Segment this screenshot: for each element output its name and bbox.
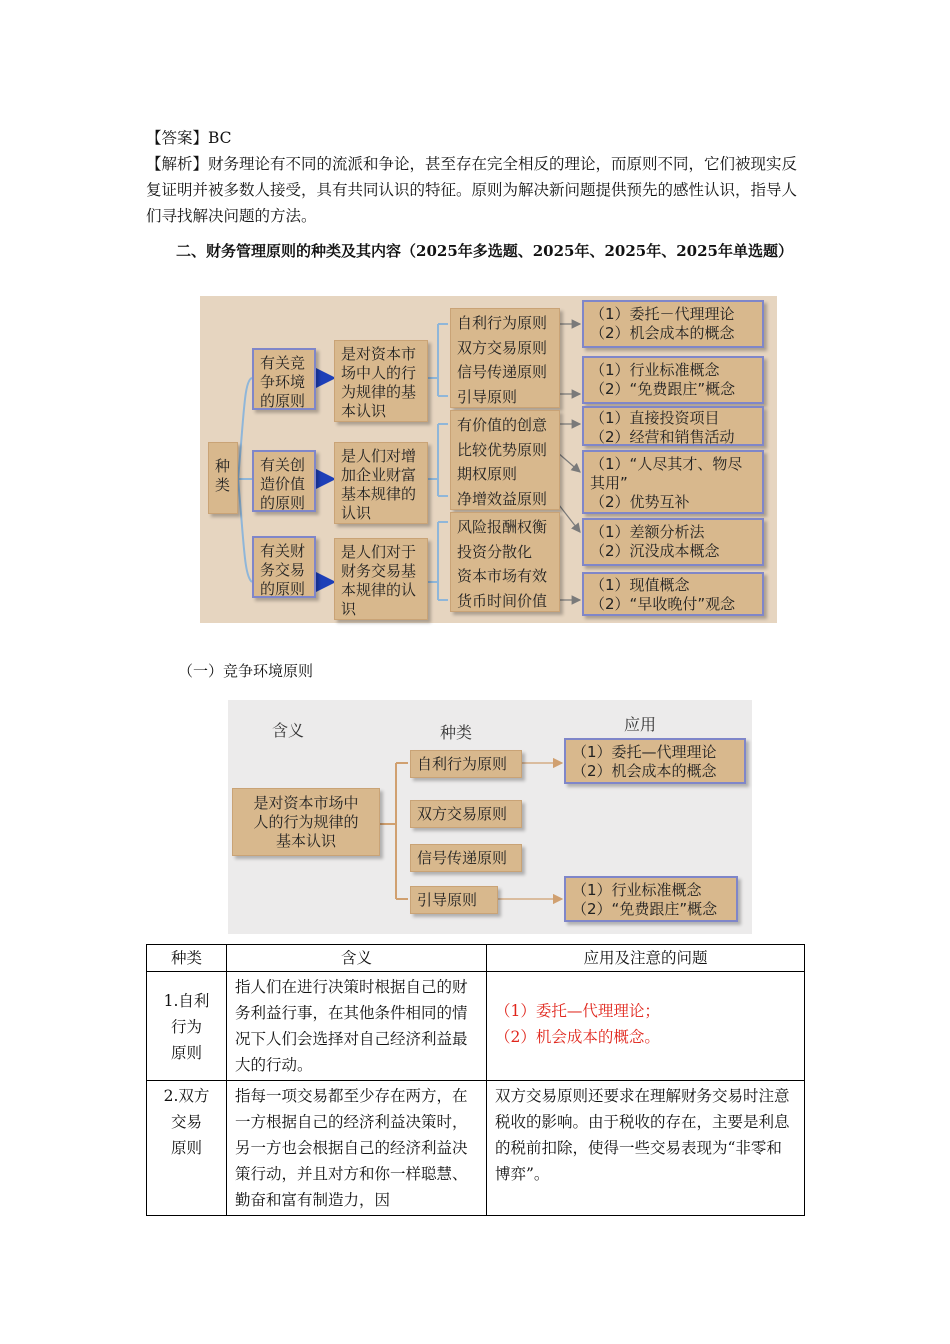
root-box [208, 442, 238, 514]
application-box [582, 572, 764, 616]
application-cell [487, 972, 805, 1081]
meaning-line: 认识 [341, 504, 372, 522]
principle-signaling [410, 844, 522, 872]
application-box [582, 518, 764, 566]
meaning-line: 加企业财富 [341, 466, 417, 484]
application-line: （1）直接投资项目 [590, 409, 720, 427]
kind-cell [147, 972, 227, 1081]
header-application: 应用 [624, 715, 657, 734]
meaning-value-creation [334, 442, 428, 524]
cat-line: 有关财 [260, 542, 306, 560]
cat-line: 争环境 [260, 373, 306, 391]
principle-item: 引导原则 [457, 387, 518, 406]
kind-line: 原则 [170, 1044, 202, 1062]
subsection-heading: （一）竞争环境原则 [178, 662, 314, 680]
application-line: （2）优势互补 [590, 493, 690, 511]
principle-item: 信号传递原则 [457, 363, 548, 381]
meaning-line: 是对资本市场中 [253, 794, 359, 812]
meaning-cell: 指每一项交易都至少存在两方，在一方根据自己的经济利益决策时，另一方也会根据自己的经济利益决策行动，并且对方和你一样聪慧、勤奋和富有制造力，因 [227, 1081, 487, 1216]
principle-item: 双方交易原则 [457, 338, 548, 357]
meaning-line: 为规律的基 [341, 383, 417, 401]
application-line: （2）沉没成本概念 [590, 542, 720, 560]
application-line: （1）差额分析法 [590, 523, 705, 541]
meaning-line: 基本认识 [275, 832, 336, 850]
answer-line: 【答案】BC [146, 129, 232, 147]
application-line: （1）行业标准概念 [572, 881, 702, 899]
principle-label: 信号传递原则 [417, 849, 508, 867]
application-line: （2）“早收晚付”观念 [590, 595, 736, 613]
principle-item: 投资分散化 [457, 542, 533, 561]
header-meaning: 含义 [272, 721, 305, 740]
meaning-line: 基本规律的 [341, 485, 417, 503]
application-line: （1）委托—代理理论 [572, 743, 717, 761]
principles-competition [450, 308, 560, 408]
cat-line: 务交易 [260, 561, 306, 579]
principle-guidance [410, 886, 498, 914]
cat-line: 的原则 [260, 580, 306, 598]
table-row [147, 972, 805, 1081]
meaning-financial-transaction [334, 538, 428, 620]
table-header-row [147, 945, 805, 972]
application-box [582, 406, 764, 446]
cat-line: 的原则 [260, 494, 306, 512]
principle-label: 引导原则 [417, 891, 478, 909]
meaning-line: 场中人的行 [341, 364, 417, 382]
kind-cell [147, 1081, 227, 1216]
category-value-creation [252, 450, 316, 512]
application-item: （1）委托—代理理论； [495, 1002, 660, 1020]
cat-line: 有关竞 [260, 354, 306, 372]
principle-label: 双方交易原则 [417, 805, 508, 823]
analysis-paragraph: 【解析】财务理论有不同的流派和争论，甚至存在完全相反的理论，而原则不同，它们被现实反复证明并被多数人接受，具有共同认识的特征。原则为解决新问题提供预先的感性认识，指导人们寻找解决问题的方法。 [146, 155, 798, 225]
application-line: （2）机会成本的概念 [572, 762, 717, 780]
kind-line: 原则 [170, 1139, 202, 1157]
principle-self-interest [410, 750, 522, 778]
competition-diagram [228, 700, 752, 934]
meaning-competition [334, 340, 428, 422]
principle-item: 风险报酬权衡 [457, 518, 548, 536]
application-line: （2）“免费跟庄”概念 [590, 380, 736, 398]
meaning-line: 是人们对增 [341, 447, 417, 465]
meaning-cell: 指人们在进行决策时根据自己的财务利益行事，在其他条件相同的情况下人们会选择对自己经济利益最大的行动。 [227, 972, 487, 1081]
kind-line: 交易 [170, 1113, 202, 1131]
principle-item: 净增效益原则 [457, 489, 548, 508]
application-box [582, 450, 764, 514]
principle-item: 比较优势原则 [457, 440, 548, 459]
root-label: 种类 [215, 457, 231, 494]
section-heading: 二、财务管理原则的种类及其内容（2025年多选题、2025年、2025年、2025年单选题） [176, 242, 793, 260]
meaning-line: 本规律的认 [341, 581, 417, 599]
application-box [582, 356, 764, 404]
principles-table [146, 944, 805, 1216]
header-application-cell: 应用及注意的问题 [487, 945, 805, 972]
application-box [582, 300, 764, 348]
meaning-line: 识 [341, 600, 357, 618]
principles-financial-transaction [450, 512, 560, 612]
application-line: （1）行业标准概念 [590, 361, 720, 379]
application-line: （2）机会成本的概念 [590, 324, 735, 342]
application-cell: 双方交易原则还要求在理解财务交易时注意税收的影响。由于税收的存在，主要是利息的税前扣除，使得一些交易表现为“非零和博弈”。 [487, 1081, 805, 1216]
header-meaning-cell: 含义 [227, 945, 487, 972]
principle-item: 有价值的创意 [457, 416, 548, 434]
application-box [564, 876, 738, 922]
kind-line: 行为 [170, 1018, 202, 1036]
application-line: （2）经营和销售活动 [590, 428, 735, 446]
principle-item: 期权原则 [457, 465, 518, 483]
meaning-line: 是对资本市 [341, 345, 417, 363]
application-line: （1）委托－代理理论 [590, 305, 735, 323]
meaning-box [232, 788, 380, 856]
principle-item: 自利行为原则 [457, 314, 548, 332]
kind-line: 1.自利 [163, 992, 210, 1010]
table-row [147, 1081, 805, 1216]
cat-line: 有关创 [260, 456, 306, 474]
cat-line: 造价值 [260, 475, 306, 493]
header-kind: 种类 [440, 723, 473, 742]
principles-value-creation [450, 410, 560, 510]
principle-item: 资本市场有效 [457, 567, 548, 585]
cat-line: 的原则 [260, 392, 306, 410]
meaning-line: 本认识 [341, 402, 387, 420]
application-line: 其用” [590, 474, 628, 492]
principle-two-party [410, 800, 522, 828]
kind-line: 2.双方 [163, 1087, 210, 1105]
meaning-line: 是人们对于 [341, 543, 417, 561]
header-kind-cell: 种类 [147, 945, 227, 972]
meaning-line: 人的行为规律的 [253, 813, 359, 831]
application-line: （1）现值概念 [590, 576, 690, 594]
category-competition [252, 348, 316, 410]
category-financial-transaction [252, 536, 316, 598]
principle-label: 自利行为原则 [417, 755, 508, 773]
principles-diagram [200, 296, 777, 623]
application-line: （1）“人尽其才、物尽 [590, 455, 743, 473]
application-box [564, 738, 746, 784]
application-line: （2）“免费跟庄”概念 [572, 900, 718, 918]
meaning-line: 财务交易基 [341, 562, 417, 580]
application-item: （2）机会成本的概念。 [495, 1028, 660, 1046]
principle-item: 货币时间价值 [457, 591, 548, 610]
